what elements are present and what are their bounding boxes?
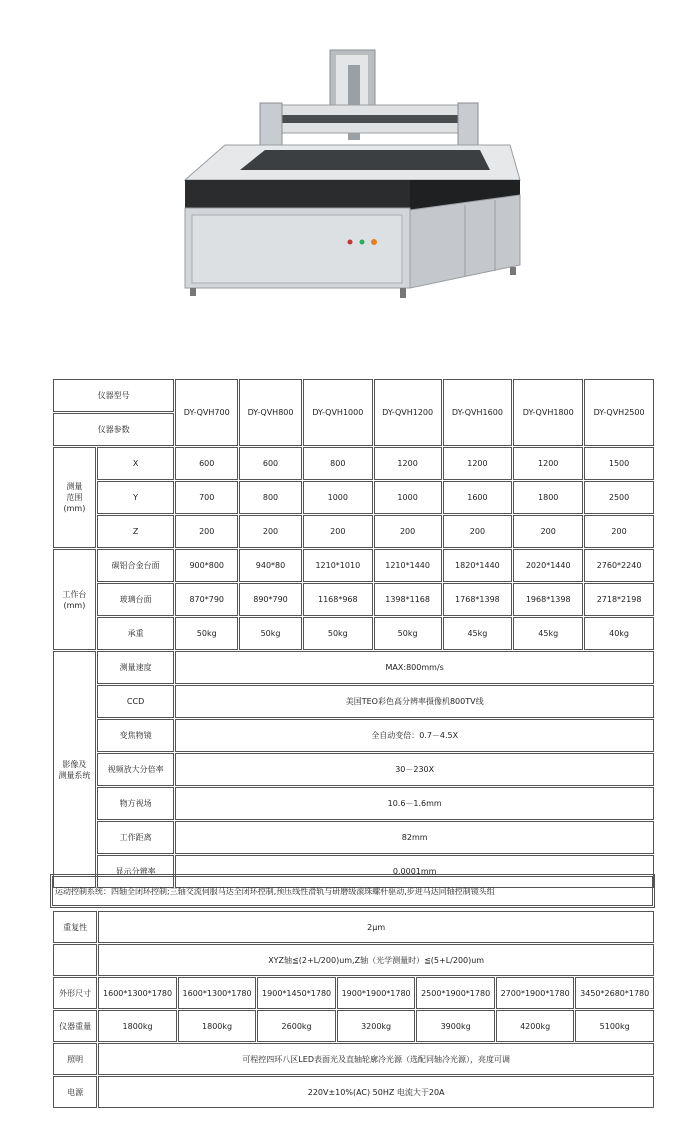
cell: 1168*968 <box>303 583 373 616</box>
row-label: 外形尺寸 <box>53 977 97 1009</box>
cell: 1820*1440 <box>443 549 513 582</box>
row-label: Z <box>97 515 175 548</box>
cell: 200 <box>303 515 373 548</box>
cell: MAX:800mm/s <box>175 651 654 684</box>
cell: 3200kg <box>337 1010 416 1042</box>
cell: 1200 <box>513 447 583 480</box>
row-label: X <box>97 447 175 480</box>
cell: 全自动变倍：0.7－4.5X <box>175 719 654 752</box>
cell: 1600*1300*1780 <box>98 977 177 1009</box>
model-name: DY-QVH1000 <box>303 379 373 446</box>
cell: 3900kg <box>416 1010 495 1042</box>
spec-table-lower <box>52 910 655 1109</box>
cell: 870*790 <box>175 583 238 616</box>
model-name: DY-QVH800 <box>239 379 302 446</box>
cell: 45kg <box>513 617 583 650</box>
model-name: DY-QVH2500 <box>584 379 654 446</box>
cell: 1200 <box>443 447 513 480</box>
cell: 50kg <box>239 617 302 650</box>
cell: 1000 <box>374 481 442 514</box>
cell: 1768*1398 <box>443 583 513 616</box>
cell: 940*80 <box>239 549 302 582</box>
cell: 50kg <box>303 617 373 650</box>
cell: 45kg <box>443 617 513 650</box>
cell: 可程控四环八区LED表面光及直轴轮廓冷光源（选配同轴冷光源），亮度可调 <box>98 1043 654 1075</box>
row-label: 电源 <box>53 1076 97 1108</box>
cell: 1900*1900*1780 <box>337 977 416 1009</box>
cell: 1210*1010 <box>303 549 373 582</box>
row-label: 玻璃台面 <box>97 583 175 616</box>
row-label: 碳铝合金台面 <box>97 549 175 582</box>
motion-control-text: 运动控制系统：四轴全闭环控制;三轴交流伺服马达全闭环控制,预压线性滑轨与研磨级滚珠螺杆驱动,步进马达同轴控制镜头组 <box>52 876 653 906</box>
cell: 美国TEO彩色高分辨率摄像机800TV线 <box>175 685 654 718</box>
model-header-label: 仪器型号 <box>53 379 174 412</box>
cell: 200 <box>584 515 654 548</box>
model-name: DY-QVH700 <box>175 379 238 446</box>
cell: 50kg <box>374 617 442 650</box>
cell: 220V±10%(AC) 50HZ 电流大于20A <box>98 1076 654 1108</box>
cell: 3450*2680*1780 <box>575 977 654 1009</box>
row-label: Y <box>97 481 175 514</box>
product-image <box>170 5 540 305</box>
spec-table <box>52 378 655 889</box>
cell: 700 <box>175 481 238 514</box>
cell: 2500*1900*1780 <box>416 977 495 1009</box>
cell: 890*790 <box>239 583 302 616</box>
model-name: DY-QVH1600 <box>443 379 513 446</box>
cell: 1600*1300*1780 <box>178 977 257 1009</box>
cell: 10.6－1.6mm <box>175 787 654 820</box>
row-label <box>53 944 97 976</box>
model-name: DY-QVH1800 <box>513 379 583 446</box>
cell: 1000 <box>303 481 373 514</box>
cell: 1500 <box>584 447 654 480</box>
model-name: DY-QVH1200 <box>374 379 442 446</box>
cell: 1800 <box>513 481 583 514</box>
row-label: 工作距离 <box>97 821 175 854</box>
row-label: 测量速度 <box>97 651 175 684</box>
row-label: 物方视场 <box>97 787 175 820</box>
cell: 200 <box>513 515 583 548</box>
cell: 2700*1900*1780 <box>496 977 575 1009</box>
cell: 600 <box>175 447 238 480</box>
cell: 50kg <box>175 617 238 650</box>
row-label: CCD <box>97 685 175 718</box>
row-label: 显示分辨率 <box>97 855 175 888</box>
cell: 1800kg <box>178 1010 257 1042</box>
row-label: 照明 <box>53 1043 97 1075</box>
cell: 0.0001mm <box>175 855 654 888</box>
cell: 40kg <box>584 617 654 650</box>
cell: 800 <box>239 481 302 514</box>
cell: 30－230X <box>175 753 654 786</box>
cell: 1200 <box>374 447 442 480</box>
cell: 200 <box>175 515 238 548</box>
cell: 800 <box>303 447 373 480</box>
cell: 200 <box>443 515 513 548</box>
row-label: 视频放大分倍率 <box>97 753 175 786</box>
imaging-group-label: 影像及 测量系统 <box>53 651 96 888</box>
cell: 4200kg <box>496 1010 575 1042</box>
cell: 2020*1440 <box>513 549 583 582</box>
worktable-group-label: 工作台 (mm) <box>53 549 96 650</box>
cell: 82mm <box>175 821 654 854</box>
cell: 1398*1168 <box>374 583 442 616</box>
range-group-label: 测量 范围 (mm) <box>53 447 96 548</box>
cell: 200 <box>374 515 442 548</box>
row-label: 仪器重量 <box>53 1010 97 1042</box>
cell: 5100kg <box>575 1010 654 1042</box>
cell: 1900*1450*1780 <box>257 977 336 1009</box>
cell: 2760*2240 <box>584 549 654 582</box>
cell: XYZ轴≦(2+L/200)um,Z轴（光学测量时）≦(5+L/200)um <box>98 944 654 976</box>
row-label: 变焦物镜 <box>97 719 175 752</box>
cell: 200 <box>239 515 302 548</box>
cell: 2600kg <box>257 1010 336 1042</box>
cell: 900*800 <box>175 549 238 582</box>
row-label: 承重 <box>97 617 175 650</box>
cell: 1600 <box>443 481 513 514</box>
cell: 2500 <box>584 481 654 514</box>
cell: 1800kg <box>98 1010 177 1042</box>
cell: 1210*1440 <box>374 549 442 582</box>
cell: 2μm <box>98 911 654 943</box>
param-header-label: 仪器参数 <box>53 413 174 446</box>
row-label: 重复性 <box>53 911 97 943</box>
cell: 2718*2198 <box>584 583 654 616</box>
cell: 600 <box>239 447 302 480</box>
cell: 1968*1398 <box>513 583 583 616</box>
